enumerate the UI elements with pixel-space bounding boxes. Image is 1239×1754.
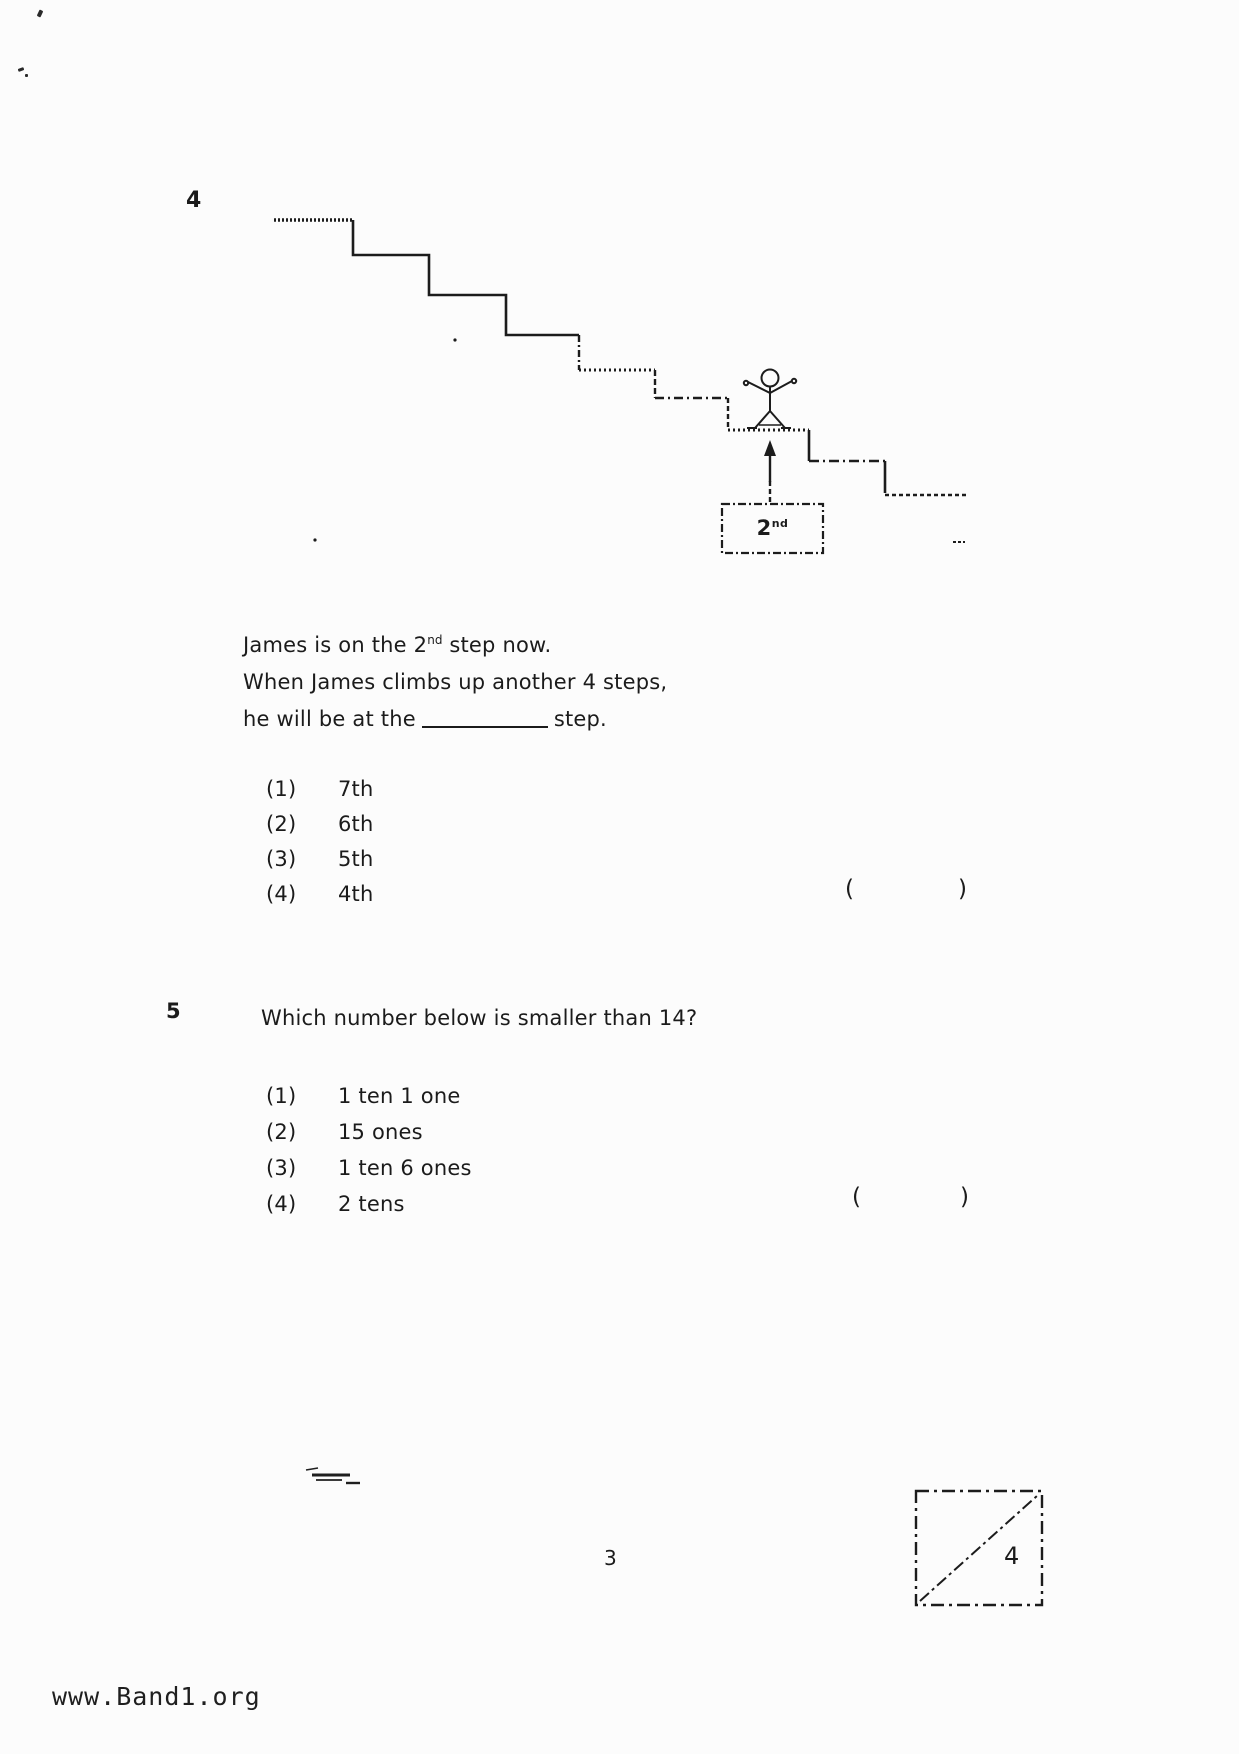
answer-bracket-close: ) <box>958 876 967 902</box>
question-4-text <box>243 622 667 738</box>
fill-in-blank <box>422 708 548 728</box>
option-row <box>266 1150 472 1186</box>
up-arrow-icon <box>764 440 776 502</box>
option-number: (2) <box>266 1120 297 1144</box>
answer-bracket-open: ( <box>852 1184 861 1210</box>
scan-speckle <box>453 338 456 341</box>
page-number: 3 <box>604 1546 617 1570</box>
option-row <box>266 1078 472 1114</box>
option-label: 6th <box>338 812 374 836</box>
question-5-text: Which number below is smaller than 14? <box>261 1006 698 1030</box>
option-row <box>266 1114 472 1150</box>
option-label: 4th <box>338 882 374 906</box>
scribble-mark <box>298 1460 370 1492</box>
question-4-options <box>266 772 374 912</box>
footer-url: www.Band1.org <box>52 1682 261 1711</box>
scan-speckle <box>25 74 28 77</box>
score-box-diagonal <box>920 1495 1038 1601</box>
question-line: When James climbs up another 4 steps, <box>243 670 668 694</box>
question-line: James is on the 2nd step now. <box>243 633 552 657</box>
option-number: (2) <box>266 812 297 836</box>
option-label: 1 ten 6 ones <box>338 1156 472 1180</box>
option-label: 1 ten 1 one <box>338 1084 461 1108</box>
corner-score-box <box>912 1488 1052 1618</box>
option-number: (3) <box>266 1156 297 1180</box>
option-number: (3) <box>266 847 297 871</box>
option-number: (1) <box>266 777 297 801</box>
staircase-diagram <box>240 190 980 562</box>
answer-bracket-close: ) <box>960 1184 969 1210</box>
scan-speckle <box>18 67 25 72</box>
option-label: 15 ones <box>338 1120 423 1144</box>
option-number: (1) <box>266 1084 297 1108</box>
option-row <box>266 842 374 877</box>
answer-bracket-open: ( <box>845 876 854 902</box>
option-row <box>266 772 374 807</box>
option-label: 7th <box>338 777 374 801</box>
option-label: 5th <box>338 847 374 871</box>
option-row <box>266 1186 472 1222</box>
question-5-number: 5 <box>166 999 181 1023</box>
scan-speckle <box>313 538 316 541</box>
stick-figure-icon <box>744 370 796 429</box>
option-label: 2 tens <box>338 1192 405 1216</box>
question-5-options <box>266 1078 472 1222</box>
stair-steps-solid <box>353 220 579 335</box>
question-line: he will be at the step. <box>243 707 607 731</box>
question-4-number: 4 <box>186 188 202 213</box>
option-row <box>266 877 374 912</box>
option-number: (4) <box>266 1192 297 1216</box>
corner-box-number: 4 <box>1004 1542 1020 1570</box>
option-row <box>266 807 374 842</box>
scan-speckle <box>37 9 44 17</box>
step-label: 2nd <box>756 516 789 540</box>
option-number: (4) <box>266 882 297 906</box>
